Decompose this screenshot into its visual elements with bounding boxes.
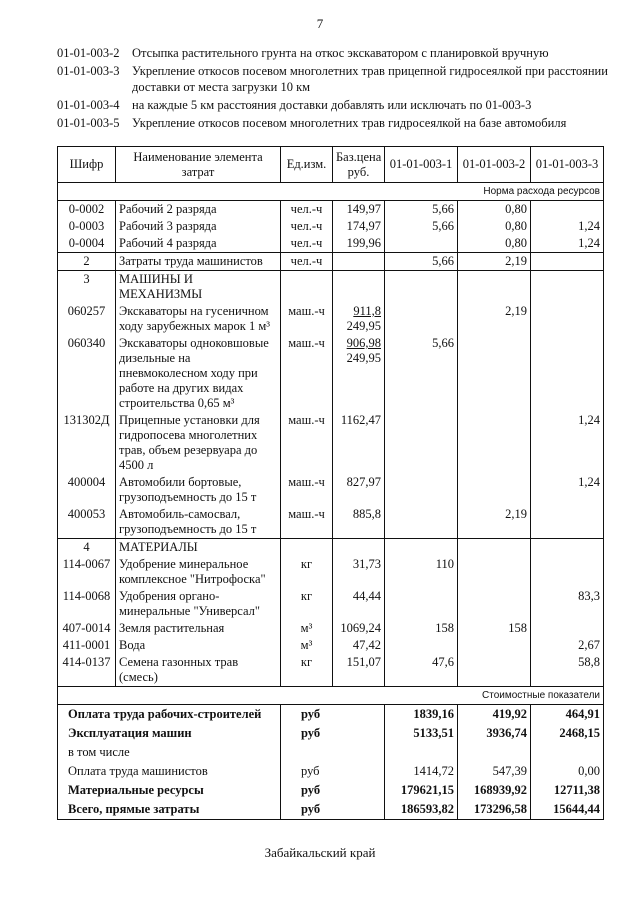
- table-row: [58, 539, 604, 557]
- row-value-3: 83,3: [531, 588, 604, 620]
- row-unit: [281, 271, 333, 304]
- totals-unit: [281, 743, 385, 762]
- row-price: 174,97: [333, 218, 385, 235]
- header-col1: 01-01-003-1: [385, 147, 458, 183]
- row-value-1: 110: [385, 556, 458, 588]
- row-value-1: [385, 539, 458, 557]
- row-value-3: [531, 539, 604, 557]
- totals-value-2: [458, 743, 531, 762]
- row-value-1: 5,66: [385, 253, 458, 271]
- row-value-3: [531, 506, 604, 539]
- code-line: [57, 115, 617, 131]
- row-price: 199,96: [333, 235, 385, 253]
- row-value-3: [531, 253, 604, 271]
- totals-row: [58, 781, 604, 800]
- resource-body: [58, 201, 604, 705]
- row-unit: чел.-ч: [281, 253, 333, 271]
- row-value-3: 1,24: [531, 474, 604, 506]
- row-unit: чел.-ч: [281, 235, 333, 253]
- row-value-2: [458, 474, 531, 506]
- row-value-3: [531, 303, 604, 335]
- totals-row: [58, 724, 604, 743]
- row-value-2: [458, 588, 531, 620]
- cost-caption-row: [58, 687, 604, 705]
- row-unit: маш.-ч: [281, 303, 333, 335]
- row-name: Прицепные установки для гидропосева многолетних трав, объем резервуара до 4500 л: [116, 412, 281, 474]
- totals-value-2: 419,92: [458, 705, 531, 724]
- table-row: [58, 588, 604, 620]
- row-value-1: 47,6: [385, 654, 458, 687]
- row-unit: маш.-ч: [281, 506, 333, 539]
- row-value-1: [385, 637, 458, 654]
- totals-unit: руб: [281, 800, 385, 820]
- totals-value-3: 464,91: [531, 705, 604, 724]
- header-code: Шифр: [58, 147, 116, 183]
- totals-value-3: 0,00: [531, 762, 604, 781]
- row-unit: маш.-ч: [281, 474, 333, 506]
- table-row: [58, 335, 604, 412]
- header-col2: 01-01-003-2: [458, 147, 531, 183]
- totals-unit: руб: [281, 781, 385, 800]
- totals-unit: руб: [281, 705, 385, 724]
- table-row: [58, 253, 604, 271]
- table-row: [58, 271, 604, 304]
- totals-body: [58, 705, 604, 820]
- row-value-1: [385, 474, 458, 506]
- row-name: МАШИНЫ И МЕХАНИЗМЫ: [116, 271, 281, 304]
- row-value-1: [385, 588, 458, 620]
- totals-label: в том числе: [58, 743, 281, 762]
- row-unit: м³: [281, 620, 333, 637]
- row-value-1: [385, 271, 458, 304]
- row-price: 1069,24: [333, 620, 385, 637]
- totals-value-1: 1839,16: [385, 705, 458, 724]
- price-base: 249,95: [346, 351, 381, 365]
- row-price: 47,42: [333, 637, 385, 654]
- row-value-1: 5,66: [385, 218, 458, 235]
- totals-row: [58, 762, 604, 781]
- code-id: 01-01-003-3: [57, 64, 120, 78]
- row-name: Рабочий 2 разряда: [116, 201, 281, 219]
- totals-unit: руб: [281, 724, 385, 743]
- row-value-2: [458, 556, 531, 588]
- row-value-2: 158: [458, 620, 531, 637]
- header-name: Наименование элемента затрат: [116, 147, 281, 183]
- table-row: [58, 637, 604, 654]
- row-unit: чел.-ч: [281, 201, 333, 219]
- row-price: [333, 253, 385, 271]
- totals-label: Оплата труда рабочих-строителей: [58, 705, 281, 724]
- table-row: [58, 303, 604, 335]
- row-name: Земля растительная: [116, 620, 281, 637]
- row-name: Удобрения органо-минеральные "Универсал": [116, 588, 281, 620]
- row-value-3: [531, 620, 604, 637]
- row-value-2: 2,19: [458, 506, 531, 539]
- row-value-2: 2,19: [458, 253, 531, 271]
- row-price: 31,73: [333, 556, 385, 588]
- price-top: 906,98: [346, 336, 381, 350]
- totals-value-2: 168939,92: [458, 781, 531, 800]
- row-code: 131302Д: [58, 412, 116, 474]
- cost-caption: Стоимостные показатели: [58, 687, 604, 705]
- row-name: МАТЕРИАЛЫ: [116, 539, 281, 557]
- totals-value-3: [531, 743, 604, 762]
- row-price: 1162,47: [333, 412, 385, 474]
- row-code: 414-0137: [58, 654, 116, 687]
- row-value-2: [458, 637, 531, 654]
- resource-table: [57, 146, 604, 705]
- row-unit: маш.-ч: [281, 335, 333, 412]
- code-line: [57, 97, 617, 113]
- totals-table: [57, 705, 604, 820]
- row-price: [333, 335, 385, 412]
- row-value-1: [385, 506, 458, 539]
- totals-row: [58, 705, 604, 724]
- row-name: Вода: [116, 637, 281, 654]
- row-name: Экскаваторы на гусеничном ходу зарубежных марок 1 м³: [116, 303, 281, 335]
- header-row: [58, 147, 604, 183]
- row-name: Автомобиль-самосвал, грузоподъемность до 15 т: [116, 506, 281, 539]
- row-value-2: [458, 539, 531, 557]
- code-id: 01-01-003-4: [57, 98, 120, 112]
- row-value-2: [458, 654, 531, 687]
- table-row: [58, 235, 604, 253]
- page-number: 7: [316, 16, 324, 31]
- row-code: 400053: [58, 506, 116, 539]
- row-value-2: 0,80: [458, 218, 531, 235]
- totals-row: [58, 743, 604, 762]
- row-value-2: [458, 412, 531, 474]
- footer-region: Забайкальский край: [264, 845, 376, 860]
- table-row: [58, 412, 604, 474]
- row-value-3: [531, 271, 604, 304]
- totals-value-2: 173296,58: [458, 800, 531, 820]
- totals-value-3: 15644,44: [531, 800, 604, 820]
- row-price: 885,8: [333, 506, 385, 539]
- row-code: 3: [58, 271, 116, 304]
- header-price: Баз.цена руб.: [333, 147, 385, 183]
- totals-label: Оплата труда машинистов: [58, 762, 281, 781]
- totals-value-2: 3936,74: [458, 724, 531, 743]
- row-code: 4: [58, 539, 116, 557]
- code-list: [57, 45, 617, 133]
- price-top: 911,8: [353, 304, 381, 318]
- row-value-1: 5,66: [385, 201, 458, 219]
- header-unit: Ед.изм.: [281, 147, 333, 183]
- row-value-1: 5,66: [385, 335, 458, 412]
- row-unit: маш.-ч: [281, 412, 333, 474]
- code-desc: Укрепление откосов посевом многолетних трав прицепной гидросеялкой при расстоянии доставки от места загрузки 10 км: [132, 64, 608, 94]
- row-name: Семена газонных трав (смесь): [116, 654, 281, 687]
- row-value-2: 0,80: [458, 235, 531, 253]
- row-unit: [281, 539, 333, 557]
- table-row: [58, 201, 604, 219]
- row-code: 407-0014: [58, 620, 116, 637]
- row-price: [333, 303, 385, 335]
- row-name: Затраты труда машинистов: [116, 253, 281, 271]
- row-code: 114-0068: [58, 588, 116, 620]
- row-unit: кг: [281, 654, 333, 687]
- row-value-2: [458, 271, 531, 304]
- row-price: 827,97: [333, 474, 385, 506]
- row-name: Автомобили бортовые, грузоподъемность до 15 т: [116, 474, 281, 506]
- row-value-1: 158: [385, 620, 458, 637]
- row-code: 0-0004: [58, 235, 116, 253]
- totals-value-1: 179621,15: [385, 781, 458, 800]
- totals-value-2: 547,39: [458, 762, 531, 781]
- price-base: 249,95: [346, 319, 381, 333]
- row-code: 060340: [58, 335, 116, 412]
- row-code: 060257: [58, 303, 116, 335]
- totals-label: Эксплуатация машин: [58, 724, 281, 743]
- row-value-2: 0,80: [458, 201, 531, 219]
- table-row: [58, 654, 604, 687]
- row-name: Экскаваторы одноковшовые дизельные на пневмоколесном ходу при работе на других видах строительства 0,65 м³: [116, 335, 281, 412]
- row-code: 0-0002: [58, 201, 116, 219]
- row-name: Удобрение минеральное комплексное "Нитрофоска": [116, 556, 281, 588]
- row-code: 2: [58, 253, 116, 271]
- totals-value-1: 186593,82: [385, 800, 458, 820]
- totals-row: [58, 800, 604, 820]
- row-value-3: 1,24: [531, 412, 604, 474]
- row-price: 151,07: [333, 654, 385, 687]
- row-code: 411-0001: [58, 637, 116, 654]
- row-code: 0-0003: [58, 218, 116, 235]
- table-row: [58, 556, 604, 588]
- row-value-3: 2,67: [531, 637, 604, 654]
- table-row: [58, 474, 604, 506]
- row-value-2: 2,19: [458, 303, 531, 335]
- row-value-1: [385, 235, 458, 253]
- row-price: [333, 271, 385, 304]
- row-value-3: 1,24: [531, 235, 604, 253]
- code-desc: Укрепление откосов посевом многолетних трав гидросеялкой на базе автомобиля: [132, 116, 567, 130]
- code-id: 01-01-003-2: [57, 46, 120, 60]
- norm-caption-row: [58, 183, 604, 201]
- row-value-3: 1,24: [531, 218, 604, 235]
- row-value-3: 58,8: [531, 654, 604, 687]
- header-col3: 01-01-003-3: [531, 147, 604, 183]
- row-unit: м³: [281, 637, 333, 654]
- totals-label: Материальные ресурсы: [58, 781, 281, 800]
- totals-value-1: 1414,72: [385, 762, 458, 781]
- row-price: [333, 539, 385, 557]
- row-value-3: [531, 201, 604, 219]
- code-line: [57, 45, 617, 61]
- totals-label: Всего, прямые затраты: [58, 800, 281, 820]
- row-code: 400004: [58, 474, 116, 506]
- row-name: Рабочий 3 разряда: [116, 218, 281, 235]
- totals-unit: руб: [281, 762, 385, 781]
- row-price: 44,44: [333, 588, 385, 620]
- table-row: [58, 218, 604, 235]
- code-desc: Отсыпка растительного грунта на откос экскаватором с планировкой вручную: [132, 46, 549, 60]
- row-value-2: [458, 335, 531, 412]
- row-unit: кг: [281, 588, 333, 620]
- row-value-1: [385, 303, 458, 335]
- norm-caption: Норма расхода ресурсов: [58, 183, 604, 201]
- row-price: 149,97: [333, 201, 385, 219]
- totals-value-1: [385, 743, 458, 762]
- code-desc: на каждые 5 км расстояния доставки добавлять или исключать по 01-003-3: [132, 98, 532, 112]
- totals-value-3: 2468,15: [531, 724, 604, 743]
- row-value-3: [531, 556, 604, 588]
- row-value-1: [385, 412, 458, 474]
- row-unit: чел.-ч: [281, 218, 333, 235]
- table-row: [58, 506, 604, 539]
- table-row: [58, 620, 604, 637]
- totals-value-1: 5133,51: [385, 724, 458, 743]
- row-unit: кг: [281, 556, 333, 588]
- totals-value-3: 12711,38: [531, 781, 604, 800]
- code-line: [57, 63, 617, 95]
- row-name: Рабочий 4 разряда: [116, 235, 281, 253]
- row-code: 114-0067: [58, 556, 116, 588]
- row-value-3: [531, 335, 604, 412]
- code-id: 01-01-003-5: [57, 116, 120, 130]
